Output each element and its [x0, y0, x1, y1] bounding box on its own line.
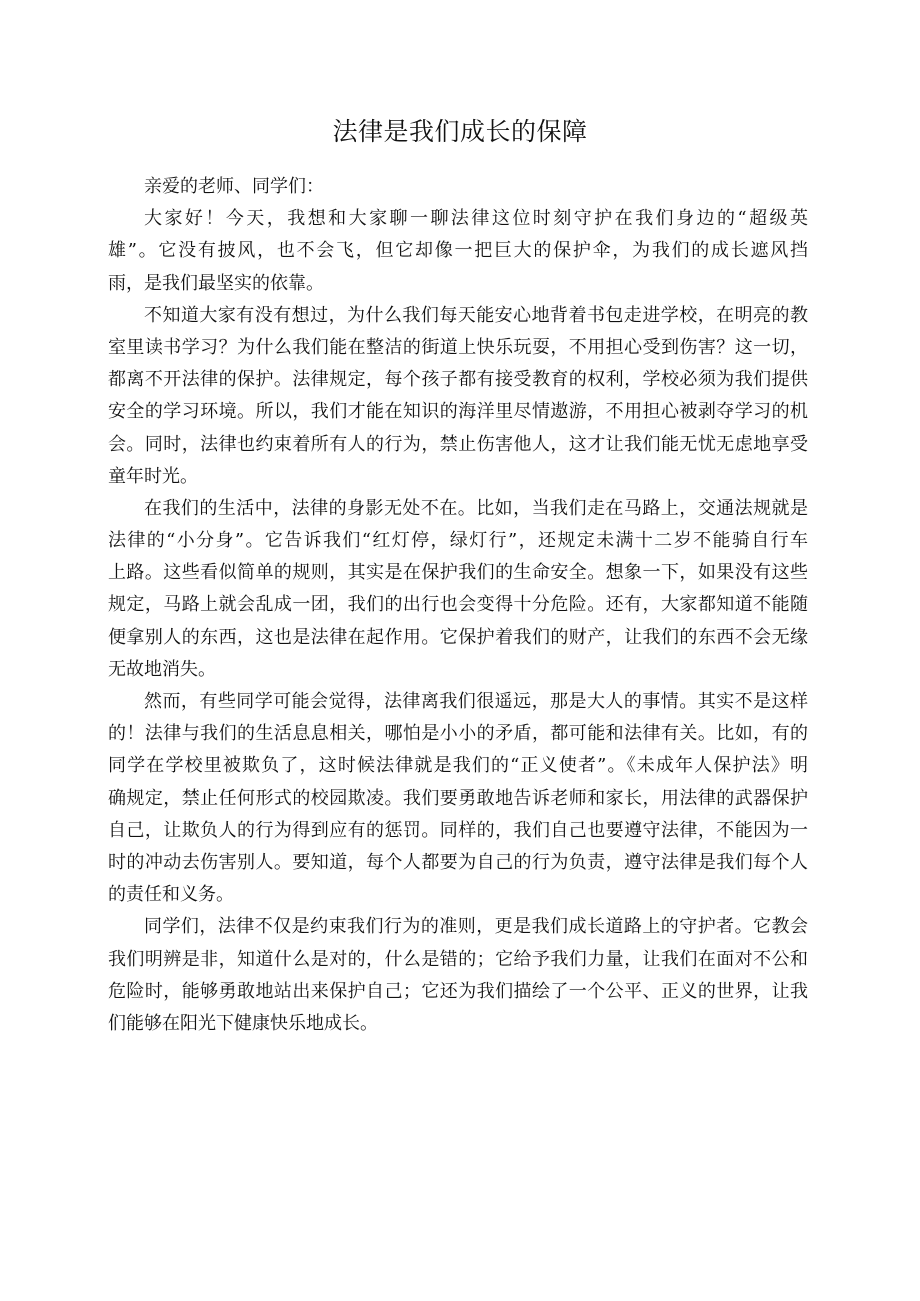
text-line: 的！法律与我们的生活息息相关，哪怕是小小的矛盾，都可能和法律有关。比如，有的 — [108, 723, 808, 745]
text-line: 确规定，禁止任何形式的校园欺凌。我们要勇敢地告诉老师和家长，用法律的武器保护 — [108, 787, 808, 809]
text-line: 大家好！今天，我想和大家聊一聊法律这位时刻守护在我们身边的“超级英 — [144, 208, 808, 230]
text-line: 雨，是我们最坚实的依靠。 — [108, 272, 324, 294]
text-line: 雄”。它没有披风，也不会飞，但它却像一把巨大的保护伞，为我们的成长遮风挡 — [108, 240, 808, 262]
text-line: 童年时光。 — [108, 465, 198, 487]
text-line: 法律的“小分身”。它告诉我们“红灯停，绿灯行”，还规定未满十二岁不能骑自行车 — [108, 530, 808, 552]
text-line: 同学们，法律不仅是约束我们行为的准则，更是我们成长道路上的守护者。它教会 — [144, 916, 808, 938]
text-line: 的责任和义务。 — [108, 884, 234, 906]
text-line: 亲爱的老师、同学们： — [144, 176, 324, 197]
text-line: 不知道大家有没有想过，为什么我们每天能安心地背着书包走进学校，在明亮的教 — [144, 304, 808, 326]
text-line: 自己，让欺负人的行为得到应有的惩罚。同样的，我们自己也要遵守法律，不能因为一 — [108, 819, 808, 841]
text-line: 们能够在阳光下健康快乐地成长。 — [108, 1012, 378, 1034]
document-title: 法律是我们成长的保障 — [332, 117, 588, 146]
paragraph — [108, 203, 808, 300]
text-line: 同学在学校里被欺负了，这时候法律就是我们的“正义使者”。《未成年人保护法》明 — [108, 755, 808, 777]
text-line: 时的冲动去伤害别人。要知道，每个人都要为自己的行为负责，遵守法律是我们每个人 — [108, 851, 808, 873]
text-line: 安全的学习环境。所以，我们才能在知识的海洋里尽情遨游，不用担心被剥夺学习的机 — [108, 401, 808, 423]
text-line: 都离不开法律的保护。法律规定，每个孩子都有接受教育的权利，学校必须为我们提供 — [108, 369, 808, 391]
paragraph-salutation — [108, 171, 808, 203]
paragraph — [108, 911, 808, 1040]
paragraph — [108, 300, 808, 493]
text-line: 规定，马路上就会乱成一团，我们的出行也会变得十分危险。还有，大家都知道不能随 — [108, 594, 808, 616]
text-line: 上路。这些看似简单的规则，其实是在保护我们的生命安全。想象一下，如果没有这些 — [108, 562, 808, 584]
text-line: 无故地消失。 — [108, 658, 216, 680]
text-line: 便拿别人的东西，这也是法律在起作用。它保护着我们的财产，让我们的东西不会无缘 — [108, 626, 808, 648]
text-line: 会。同时，法律也约束着所有人的行为，禁止伤害他人，这才让我们能无忧无虑地享受 — [108, 433, 808, 455]
paragraph — [108, 686, 808, 911]
text-line: 在我们的生活中，法律的身影无处不在。比如，当我们走在马路上，交通法规就是 — [144, 497, 808, 519]
text-line: 危险时，能够勇敢地站出来保护自己；它还为我们描绘了一个公平、正义的世界，让我 — [108, 980, 808, 1002]
text-line: 我们明辨是非，知道什么是对的，什么是错的；它给予我们力量，让我们在面对不公和 — [108, 948, 808, 970]
paragraph — [108, 493, 808, 686]
document-body — [108, 171, 808, 1040]
text-line: 然而，有些同学可能会觉得，法律离我们很遥远，那是大人的事情。其实不是这样 — [144, 691, 808, 712]
text-line: 室里读书学习？为什么我们能在整洁的街道上快乐玩耍，不用担心受到伤害？这一切， — [108, 336, 808, 358]
